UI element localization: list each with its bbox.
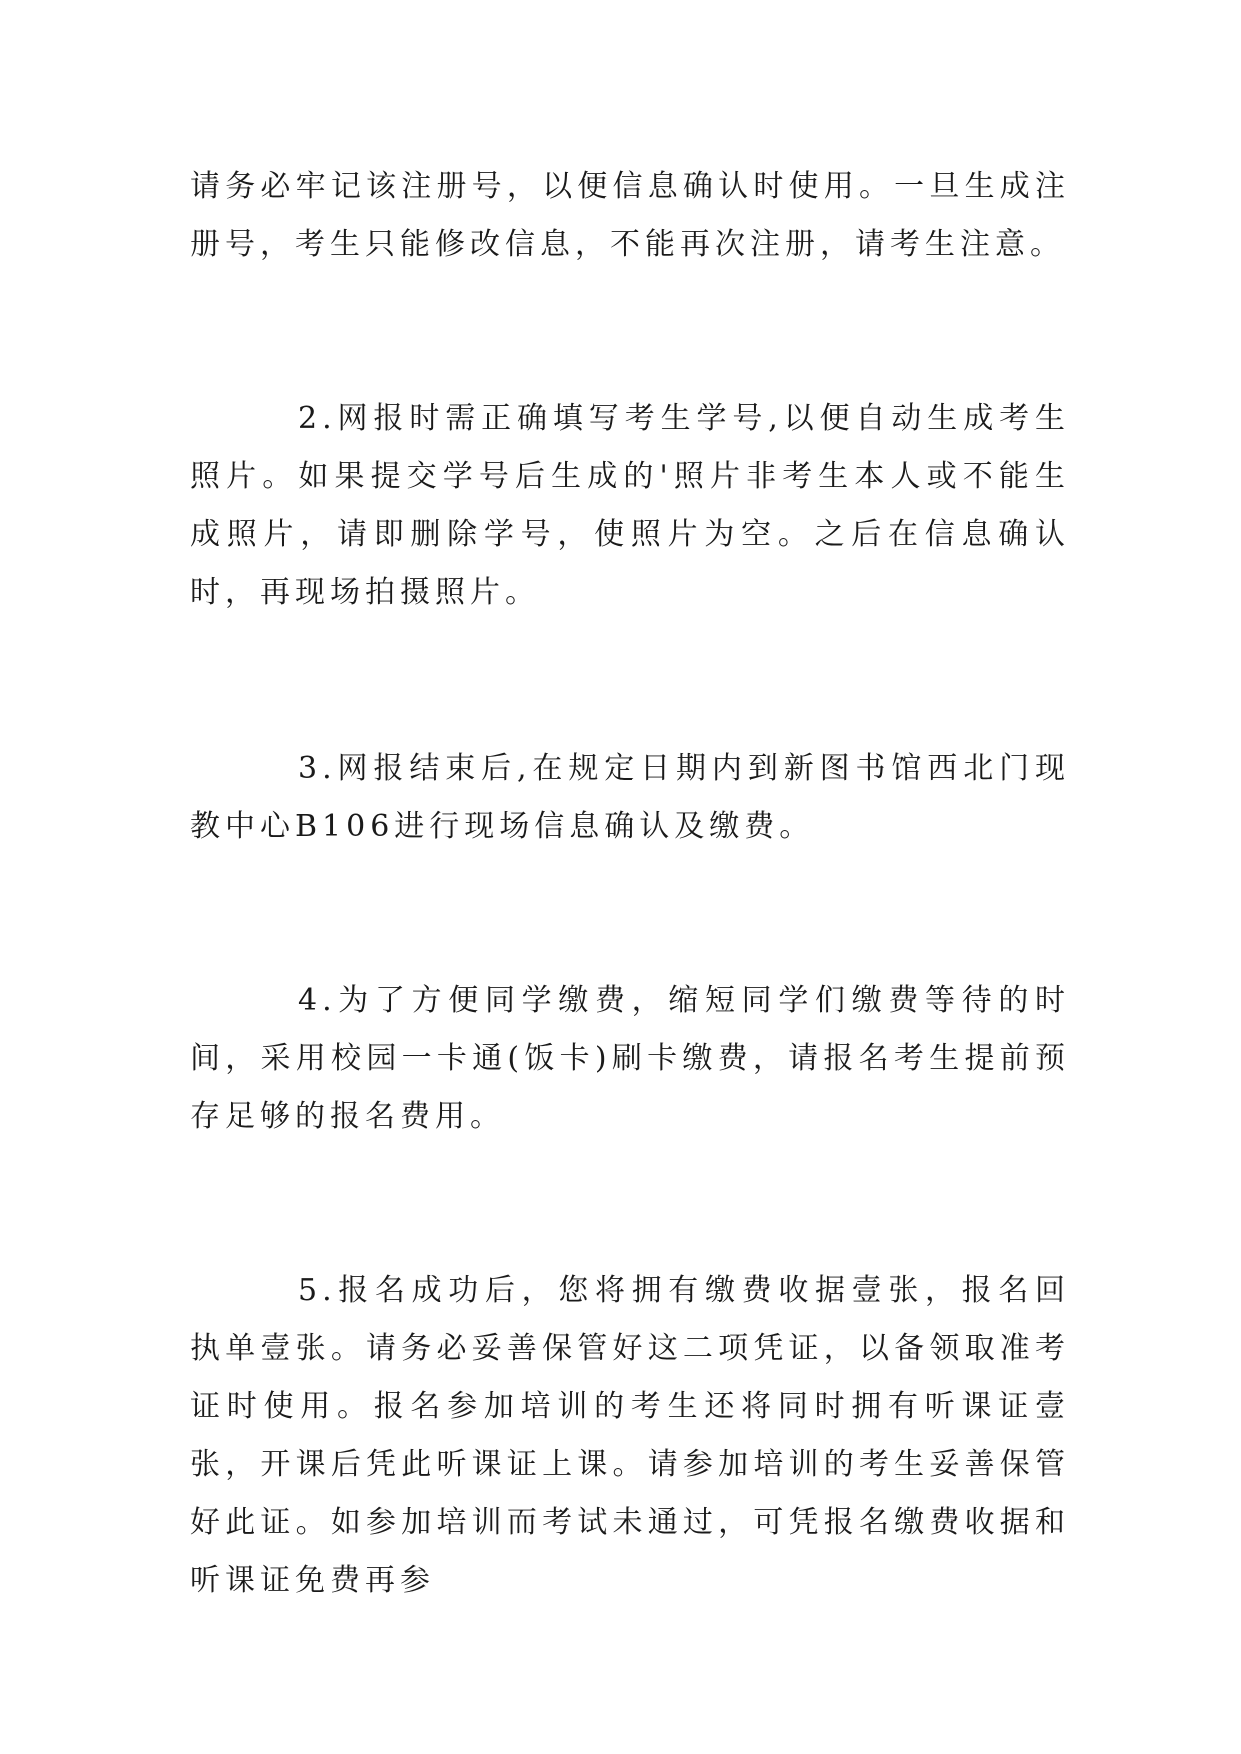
paragraph-item-3: 3.网报结束后,在规定日期内到新图书馆西北门现教中心B106进行现场信息确认及缴费。	[190, 751, 1070, 844]
paragraph-item-4: 4.为了方便同学缴费，缩短同学们缴费等待的时间，采用校园一卡通(饭卡)刷卡缴费，请报名考生提前预存足够的报名费用。	[190, 983, 1070, 1134]
paragraph-registration-note: 请务必牢记该注册号，以便信息确认时使用。一旦生成注册号，考生只能修改信息，不能再次注册，请考生注意。	[190, 169, 1070, 262]
paragraph-item-2: 2.网报时需正确填写考生学号,以便自动生成考生照片。如果提交学号后生成的'照片非考生本人或不能生成照片，请即删除学号，使照片为空。之后在信息确认时，再现场拍摄照片。	[190, 401, 1070, 610]
paragraph-item-5: 5.报名成功后，您将拥有缴费收据壹张，报名回执单壹张。请务必妥善保管好这二项凭证，以备领取准考证时使用。报名参加培训的考生还将同时拥有听课证壹张，开课后凭此听课证上课。请参加培训的考生妥善保管好此证。如参加培训而考试未通过，可凭报名缴费收据和听课证免费再参	[190, 1273, 1070, 1598]
